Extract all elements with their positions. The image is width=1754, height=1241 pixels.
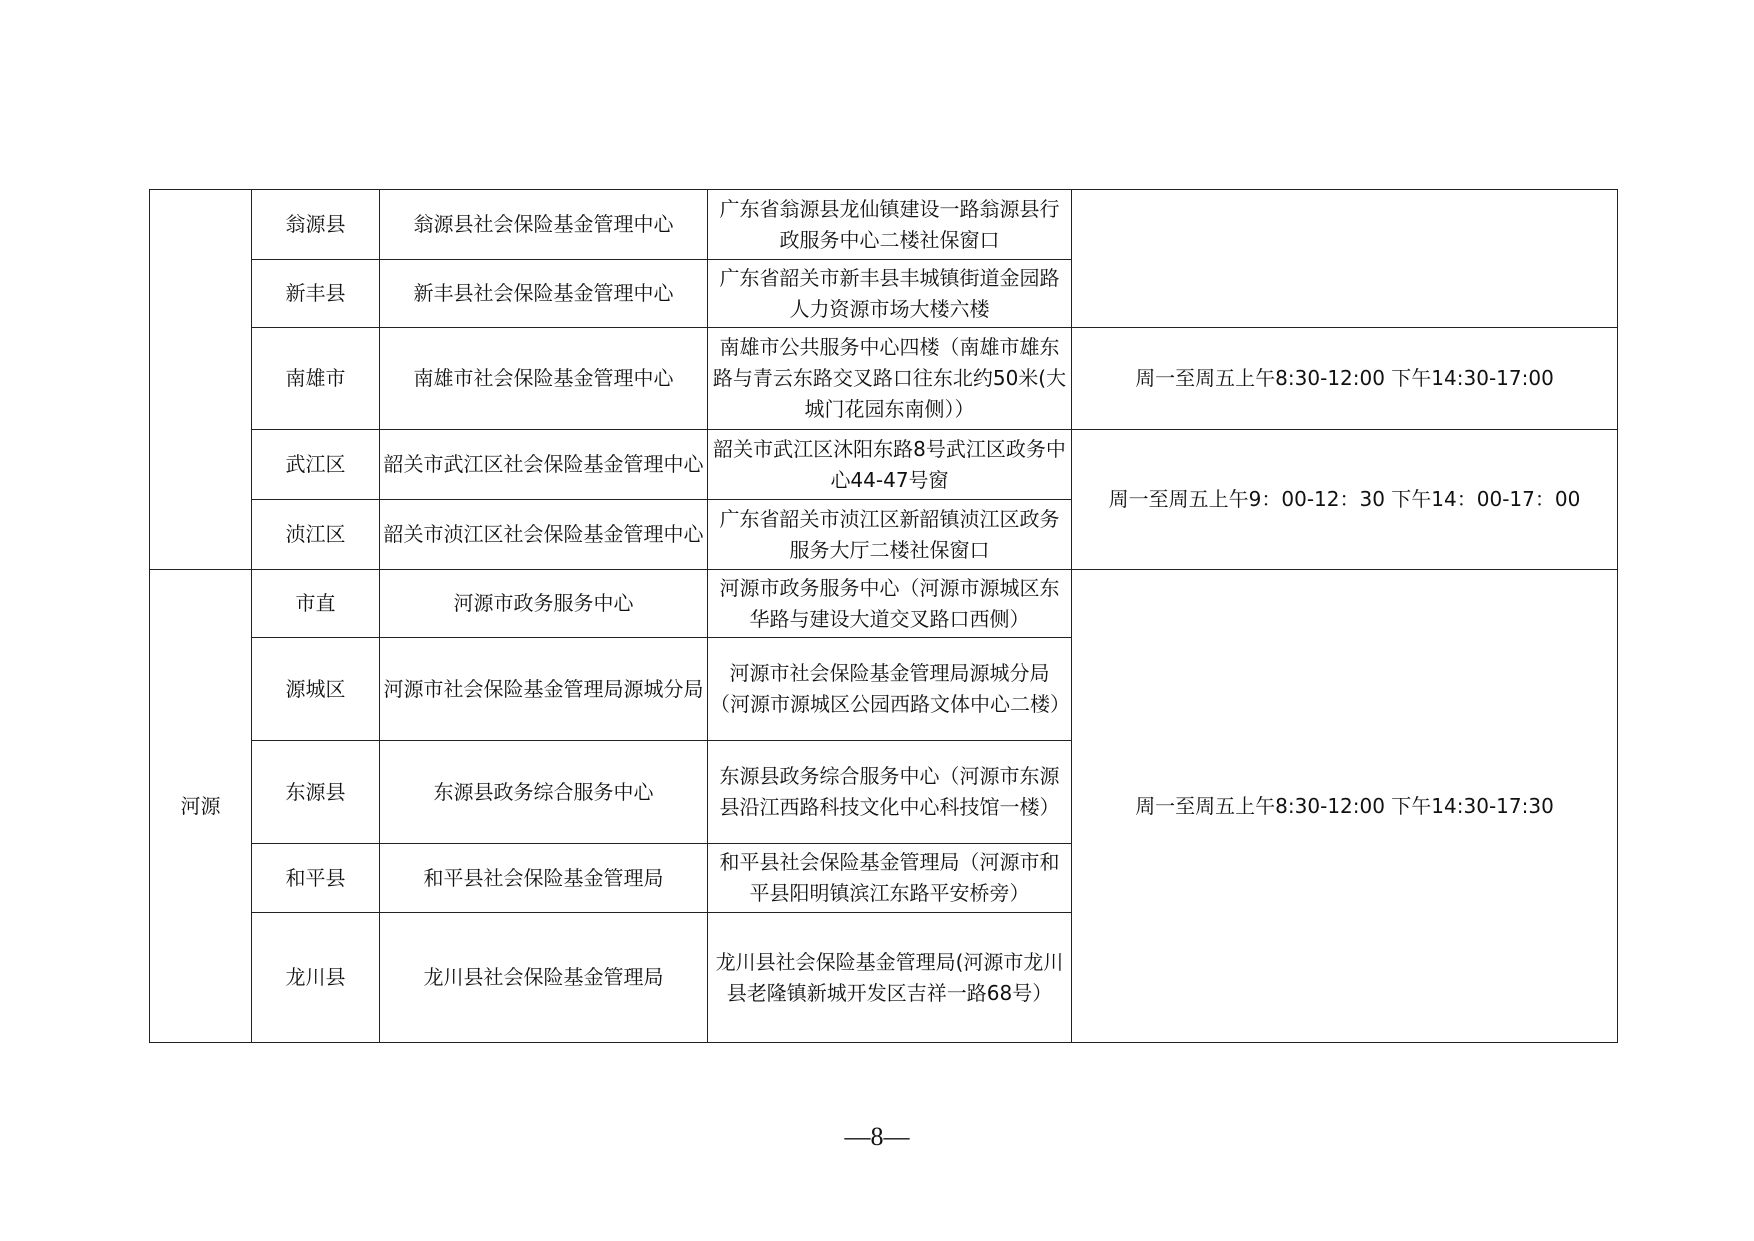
address-cell: 东源县政务综合服务中心（河源市东源县沿江西路科技文化中心科技馆一楼） (708, 741, 1072, 844)
table-row (150, 328, 1618, 430)
address-cell: 河源市政务服务中心（河源市源城区东华路与建设大道交叉路口西侧） (708, 570, 1072, 638)
address-cell: 龙川县社会保险基金管理局(河源市龙川县老隆镇新城开发区吉祥一路68号） (708, 913, 1072, 1043)
agency-cell: 河源市社会保险基金管理局源城分局 (380, 638, 708, 741)
district-cell: 和平县 (252, 844, 380, 913)
hours-cell: 周一至周五上午8:30-12:00 下午14:30-17:30 (1072, 570, 1618, 1043)
agency-cell: 新丰县社会保险基金管理中心 (380, 260, 708, 328)
district-cell: 新丰县 (252, 260, 380, 328)
city-cell: 河源 (150, 570, 252, 1043)
agency-cell: 河源市政务服务中心 (380, 570, 708, 638)
agency-cell: 韶关市武江区社会保险基金管理中心 (380, 430, 708, 500)
address-cell: 广东省韶关市新丰县丰城镇街道金园路人力资源市场大楼六楼 (708, 260, 1072, 328)
service-locations-table (149, 189, 1618, 1043)
table-row (150, 430, 1618, 500)
district-cell: 东源县 (252, 741, 380, 844)
address-cell: 广东省翁源县龙仙镇建设一路翁源县行政服务中心二楼社保窗口 (708, 190, 1072, 260)
hours-cell: 周一至周五上午8:30-12:00 下午14:30-17:00 (1072, 328, 1618, 430)
district-cell: 翁源县 (252, 190, 380, 260)
city-cell-empty (150, 190, 252, 570)
district-cell: 龙川县 (252, 913, 380, 1043)
district-cell: 武江区 (252, 430, 380, 500)
address-cell: 广东省韶关市浈江区新韶镇浈江区政务服务大厅二楼社保窗口 (708, 500, 1072, 570)
hours-cell-empty (1072, 190, 1618, 328)
agency-cell: 南雄市社会保险基金管理中心 (380, 328, 708, 430)
address-cell: 南雄市公共服务中心四楼（南雄市雄东路与青云东路交叉路口往东北约50米(大城门花园东南侧）） (708, 328, 1072, 430)
agency-cell: 和平县社会保险基金管理局 (380, 844, 708, 913)
district-cell: 浈江区 (252, 500, 380, 570)
district-cell: 源城区 (252, 638, 380, 741)
district-cell: 南雄市 (252, 328, 380, 430)
table-row (150, 570, 1618, 638)
address-cell: 韶关市武江区沐阳东路8号武江区政务中心44-47号窗 (708, 430, 1072, 500)
agency-cell: 韶关市浈江区社会保险基金管理中心 (380, 500, 708, 570)
district-cell: 市直 (252, 570, 380, 638)
page-number: —8— (844, 1122, 910, 1151)
table-row (150, 190, 1618, 260)
address-cell: 河源市社会保险基金管理局源城分局（河源市源城区公园西路文体中心二楼） (708, 638, 1072, 741)
address-cell: 和平县社会保险基金管理局（河源市和平县阳明镇滨江东路平安桥旁） (708, 844, 1072, 913)
agency-cell: 翁源县社会保险基金管理中心 (380, 190, 708, 260)
agency-cell: 东源县政务综合服务中心 (380, 741, 708, 844)
hours-cell: 周一至周五上午9：00-12：30 下午14：00-17：00 (1072, 430, 1618, 570)
agency-cell: 龙川县社会保险基金管理局 (380, 913, 708, 1043)
